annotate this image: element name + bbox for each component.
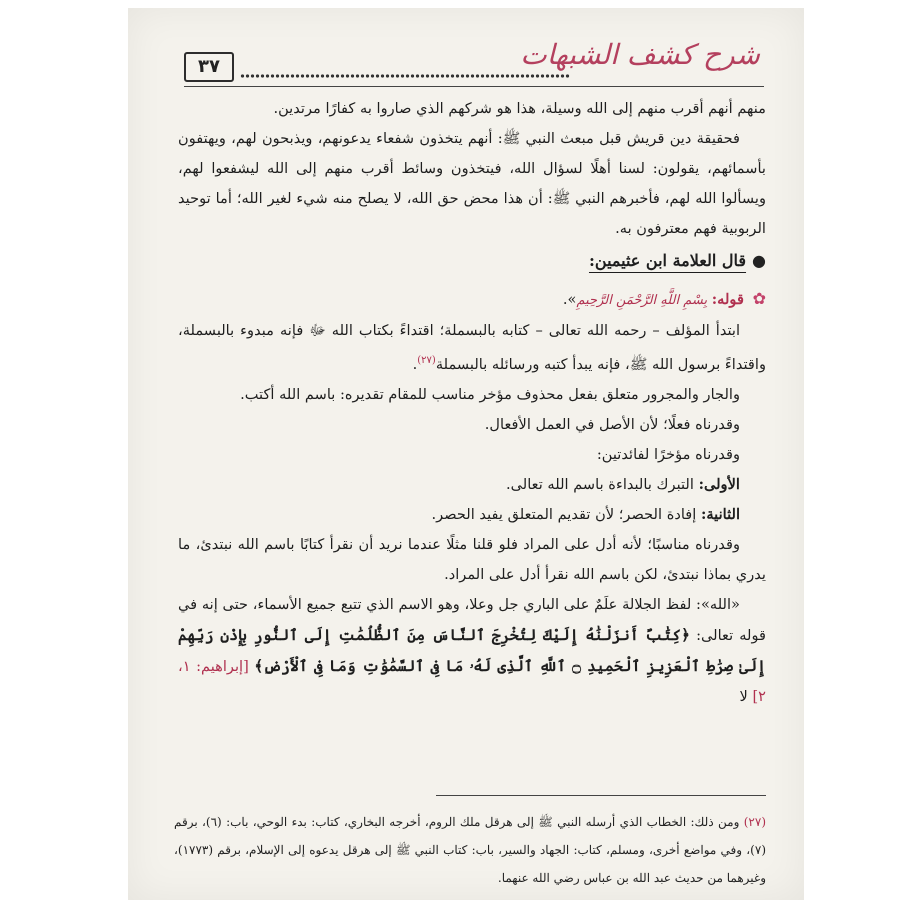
paragraph-4: والجار والمجرور متعلق بفعل محذوف مؤخر مناسب للمقام تقديره: باسم الله أكتب.	[240, 385, 740, 403]
basmala-end: ».	[562, 291, 577, 308]
point-2-text: إفادة الحصر؛ لأن تقديم المتعلق يفيد الحصر.	[431, 505, 697, 523]
footnote-rule	[436, 795, 766, 796]
footnotes	[174, 808, 766, 892]
qawluh-line	[178, 284, 766, 316]
paragraph-2: فحقيقة دين قريش قبل مبعث النبي ﷺ: أنهم يتخذون شفعاء يدعونهم، ويذبحون لهم، ويهتفون بأسمائهم، يقولون: لسنا أهلًا لسؤال الله، فيتخذون وسائط أقرب منهم إلى الله ليشفعوا لهم، ويسألوا الله لهم، فأخبرهم النبي ﷺ: أن هذا محض حق الله، لا يصلح منه شيء لغير الله؛ أما توحيد الربوبية فهم معترفون به.	[178, 130, 766, 237]
point-1-text: التبرك بالبداءة باسم الله تعالى.	[505, 475, 694, 493]
flower-icon: ✿	[752, 289, 766, 308]
point-2-label: الثانية:	[700, 505, 740, 523]
book-page	[128, 8, 804, 900]
paragraph-10	[178, 590, 766, 712]
basmala-text: بِسْمِ اللَّهِ الرَّحْمَنِ الرَّحِيمِ	[576, 293, 708, 308]
paragraph-7	[178, 470, 766, 500]
bullet-icon: ●	[752, 251, 766, 270]
header-rule	[184, 86, 764, 87]
footnote-27	[174, 808, 766, 892]
qawluh-label: قوله:	[711, 291, 744, 308]
header-dotted-rule	[240, 72, 570, 80]
page-header	[128, 28, 804, 84]
paragraph-9: وقدرناه مناسبًا؛ لأنه أدل على المراد فلو قلنا مثلًا عندما نريد أن نقرأ كتابًا باسم الله نبتدئ، ما يدري بماذا نبتدئ، لكن باسم الله نقرأ أدل على المراد.	[178, 535, 766, 583]
paragraph-3	[178, 316, 766, 380]
footnote-text: ومن ذلك: الخطاب الذي أرسله النبي ﷺ إلى هرقل ملك الروم، أخرجه البخاري، كتاب: بدء الوحي، باب: (٦)، برقم (٧)، وفي مواضع أخرى، ومسلم، كتاب: الجهاد والسير، باب: كتاب النبي ﷺ إلى هرقل يدعوه إلى الإسلام، برقم (١٧٧٣)، وغيرهما من حديث عبد الله بن عباس رضي الله عنهما.	[174, 815, 766, 885]
main-text	[178, 94, 766, 712]
section-heading	[178, 246, 766, 276]
paragraph-5: وقدرناه فعلًا؛ لأن الأصل في العمل الأفعال.	[484, 415, 740, 433]
footnote-marker: (٢٧)	[417, 355, 436, 366]
page-number: ٣٧	[184, 52, 234, 82]
paragraph-1: منهم أنهم أقرب منهم إلى الله وسيلة، هذا هو شركهم الذي صاروا به كفارًا مرتدين.	[273, 100, 766, 117]
verse-reference: [إبراهيم: ١، ٢]	[178, 657, 766, 705]
point-1-label: الأولى:	[698, 475, 740, 493]
footnote-number: (٢٧)	[743, 815, 766, 829]
paragraph-3-end: .	[412, 355, 418, 373]
paragraph-8	[178, 500, 766, 530]
paragraph-10-text: «الله»: لفظ الجلالة علَمٌ على الباري جل وعلا، وهو الاسم الذي تتبع جميع الأسماء، حتى إنه في قوله تعالى:	[178, 595, 766, 644]
quran-verse: ﴿كِتَٰبٌ أَنزَلْنَٰهُ إِلَيْكَ لِتُخْرِجَ ٱلنَّاسَ مِنَ ٱلظُّلُمَٰتِ إِلَى ٱلنُّورِ بِإِذْنِ رَبِّهِمْ إِلَىٰ صِرَٰطِ ٱلْعَزِيزِ ٱلْحَمِيدِ ۝ ٱللَّهِ ٱلَّذِى لَهُۥ مَا فِى ٱلسَّمَٰوَٰتِ وَمَا فِى ٱلْأَرْضِ﴾	[178, 625, 766, 675]
running-book-title: شرح كشف الشبهات	[520, 38, 760, 71]
paragraph-3-text: ابتدأ المؤلف – رحمه الله تعالى – كتابه بالبسملة؛ اقتداءً بكتاب الله ﷻ فإنه مبدوء بالبسملة، واقتداءً برسول الله ﷺ، فإنه يبدأ كتبه ورسائله بالبسملة	[178, 322, 766, 373]
paragraph-6: وقدرناه مؤخرًا لفائدتين:	[596, 445, 740, 463]
section-heading-text: قال العلامة ابن عثيمين:	[588, 251, 747, 270]
paragraph-10-end: لا	[739, 687, 748, 705]
